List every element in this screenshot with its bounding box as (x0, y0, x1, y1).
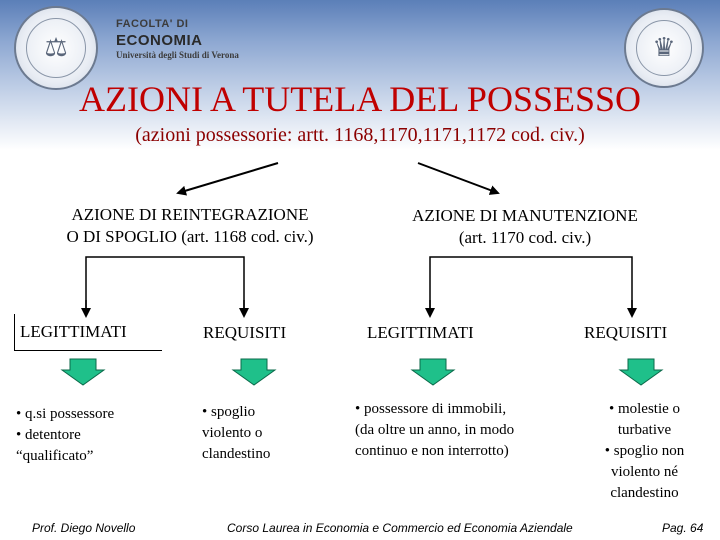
legittimati-reintegrazione-list (16, 404, 186, 467)
requisiti-reintegrazione-list (202, 402, 322, 465)
top-arrow-left (178, 163, 278, 193)
footer-course: Corso Laurea in Economia e Commercio ed Economia Aziendale (227, 521, 573, 535)
right-branch-connector (430, 257, 632, 308)
list-item: • spoglio non (604, 443, 685, 459)
faculty-name: ECONOMIA (116, 32, 203, 49)
legittimati-manutenzione-list (355, 399, 570, 462)
university-name: Università degli Studi di Verona (116, 50, 239, 60)
list-item: violento o (202, 425, 263, 441)
down-arrow-icon (233, 359, 275, 385)
emblem-glyph: ♛ (652, 33, 676, 62)
heading-line: AZIONE DI MANUTENZIONE (412, 206, 638, 225)
label-legittimati: LEGITTIMATI (367, 323, 474, 342)
list-item: • detentore (16, 427, 81, 443)
requisiti-manutenzione-list (582, 399, 707, 504)
page-title: AZIONI A TUTELA DEL POSSESSO (78, 79, 642, 119)
down-arrow-icon (62, 359, 104, 385)
list-item: violento né (610, 464, 679, 480)
down-arrow-icon (620, 359, 662, 385)
list-item: • q.si possessore (16, 406, 115, 422)
list-item: • possessore di immobili, (355, 401, 507, 417)
seal-glyph: ⚖ (44, 33, 68, 62)
label-requisiti: REQUISITI (584, 323, 668, 342)
list-item: (da oltre un anno, in modo (355, 422, 515, 438)
label-requisiti: REQUISITI (203, 323, 287, 342)
list-item: clandestino (202, 446, 271, 462)
list-item: “qualificato” (16, 448, 94, 464)
list-item: continuo e non interrotto) (355, 443, 509, 459)
list-item: • spoglio (202, 404, 256, 420)
list-item: • molestie o (608, 401, 681, 417)
list-item: turbative (617, 422, 672, 438)
page-subtitle: (azioni possessorie: artt. 1168,1170,1171,1172 cod. civ.) (135, 124, 585, 146)
left-branch-connector (86, 257, 244, 310)
footer-page-number: Pag. 64 (662, 521, 704, 535)
label-legittimati: LEGITTIMATI (20, 322, 127, 341)
faculty-prefix: FACOLTA' DI (116, 18, 189, 30)
heading-line: AZIONE DI REINTEGRAZIONE (71, 205, 309, 224)
down-arrow-icon (412, 359, 454, 385)
footer-author: Prof. Diego Novello (32, 521, 136, 535)
list-item: clandestino (610, 485, 679, 501)
heading-line: (art. 1170 cod. civ.) (458, 228, 592, 247)
heading-line: O DI SPOGLIO (art. 1168 cod. civ.) (66, 227, 314, 246)
top-arrow-right (418, 163, 498, 193)
